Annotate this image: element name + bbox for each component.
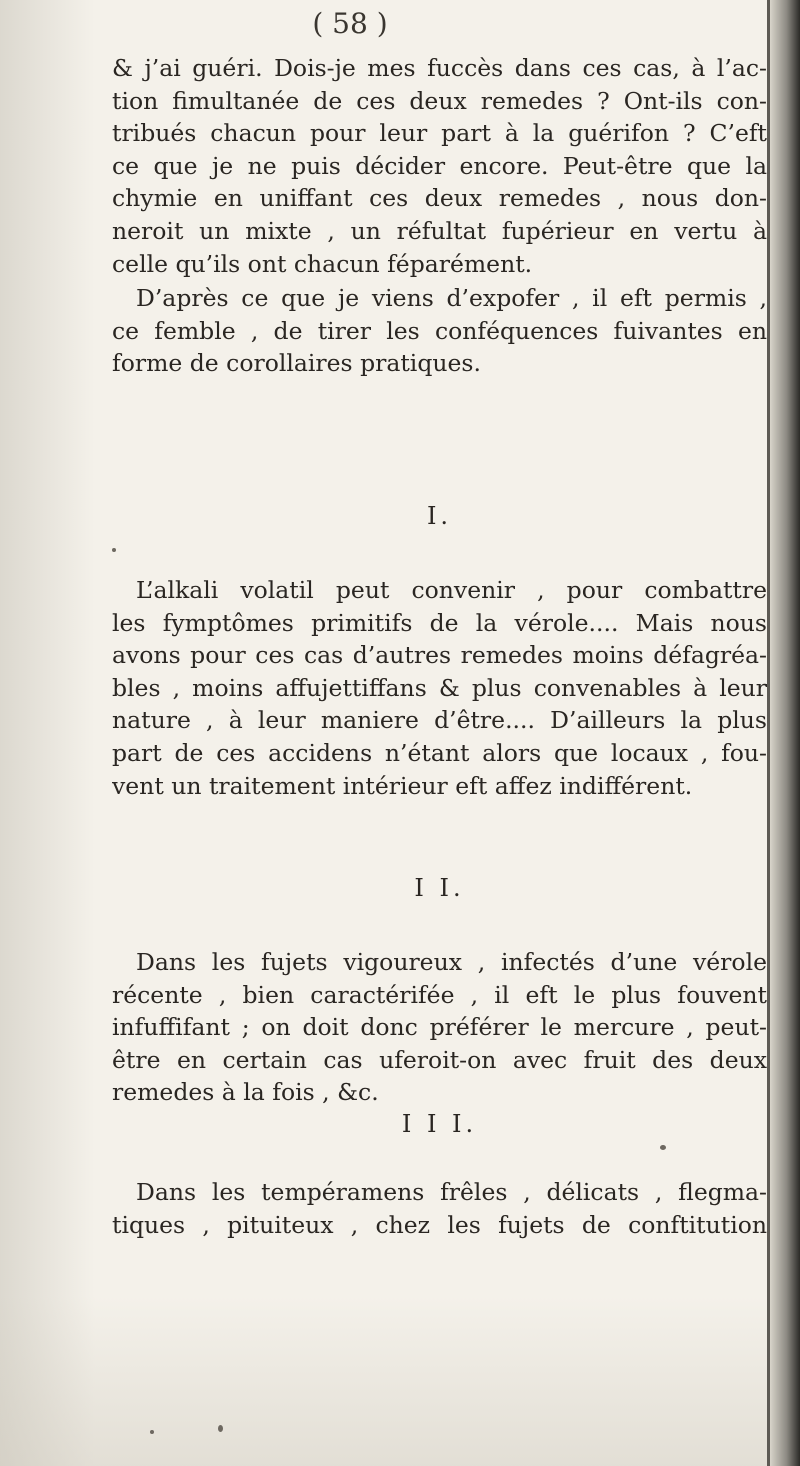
text-line: tribués chacun pour leur part à la guérifon ? C’eft: [112, 119, 767, 148]
text-line: remedes à la fois , &c.: [112, 1078, 379, 1107]
ink-speck: [112, 548, 116, 552]
text-line: part de ces accidens n’étant alors que locaux , fou-: [112, 738, 767, 767]
text-line: infuffifant ; on doit donc préférer le mercure , peut-: [112, 1013, 767, 1042]
text-line: & j’ai guéri. Dois-je mes fuccès dans ces cas, à l’ac-: [112, 54, 767, 82]
text-line: L’alkali volatil peut convenir , pour combattre: [136, 576, 767, 604]
text-line: forme de corollaires pratiques.: [112, 349, 481, 378]
paragraph-corollary-3: [112, 1176, 767, 1241]
ink-speck: [660, 1145, 666, 1150]
page-number: ( 58 ): [312, 7, 388, 40]
text-line: celle qu’ils ont chacun féparément.: [112, 249, 533, 278]
page-shadow-left: [0, 0, 95, 1466]
text-line: vent un traitement intérieur eft affez indifférent.: [112, 771, 693, 800]
text-line: être en certain cas uferoit-on avec fruit des deux: [112, 1045, 767, 1074]
text-line: neroit un mixte , un réfultat fupérieur en vertu à: [112, 216, 767, 245]
section-heading-1: I.: [426, 502, 453, 530]
text-line: chymie en uniffant ces deux remedes , nous don-: [112, 184, 767, 213]
ink-speck: [218, 1425, 223, 1432]
text-line: Dans les fujets vigoureux , infectés d’une vérole: [136, 948, 767, 976]
text-line: ce femble , de tirer les conféquences fuivantes en: [112, 316, 767, 345]
section-heading-3: I I I.: [401, 1110, 478, 1138]
text-line: D’après ce que je viens d’expofer , il eft permis ,: [136, 284, 767, 312]
text-line: avons pour ces cas d’autres remedes moins défagréa-: [112, 641, 767, 670]
text-line: tiques , pituiteux , chez les fujets de conftitution: [112, 1210, 767, 1239]
paragraph-corollary-2: [112, 946, 767, 1109]
book-spine: [770, 0, 800, 1466]
section-heading-2: I I.: [414, 874, 465, 902]
paragraph-corollary-1: [112, 574, 767, 802]
page-shadow-bottom: [0, 1296, 800, 1466]
text-line: Dans les tempéramens frêles , délicats , flegma-: [136, 1178, 767, 1206]
text-line: les fymptômes primitifs de la vérole.... Mais nous: [112, 608, 767, 637]
text-line: nature , à leur maniere d’être.... D’ailleurs la plus: [112, 706, 767, 735]
text-line: récente , bien caractérifée , il eft le plus fouvent: [112, 980, 767, 1009]
text-line: ce que je ne puis décider encore. Peut-être que la: [112, 151, 767, 180]
text-line: tion fimultanée de ces deux remedes ? Ont-ils con-: [112, 86, 767, 115]
ink-speck: [150, 1430, 154, 1434]
paragraph-intro: [112, 282, 767, 380]
paragraph-continuation: [112, 52, 767, 280]
text-line: bles , moins affujettiffans & plus convenables à leur: [112, 673, 767, 702]
